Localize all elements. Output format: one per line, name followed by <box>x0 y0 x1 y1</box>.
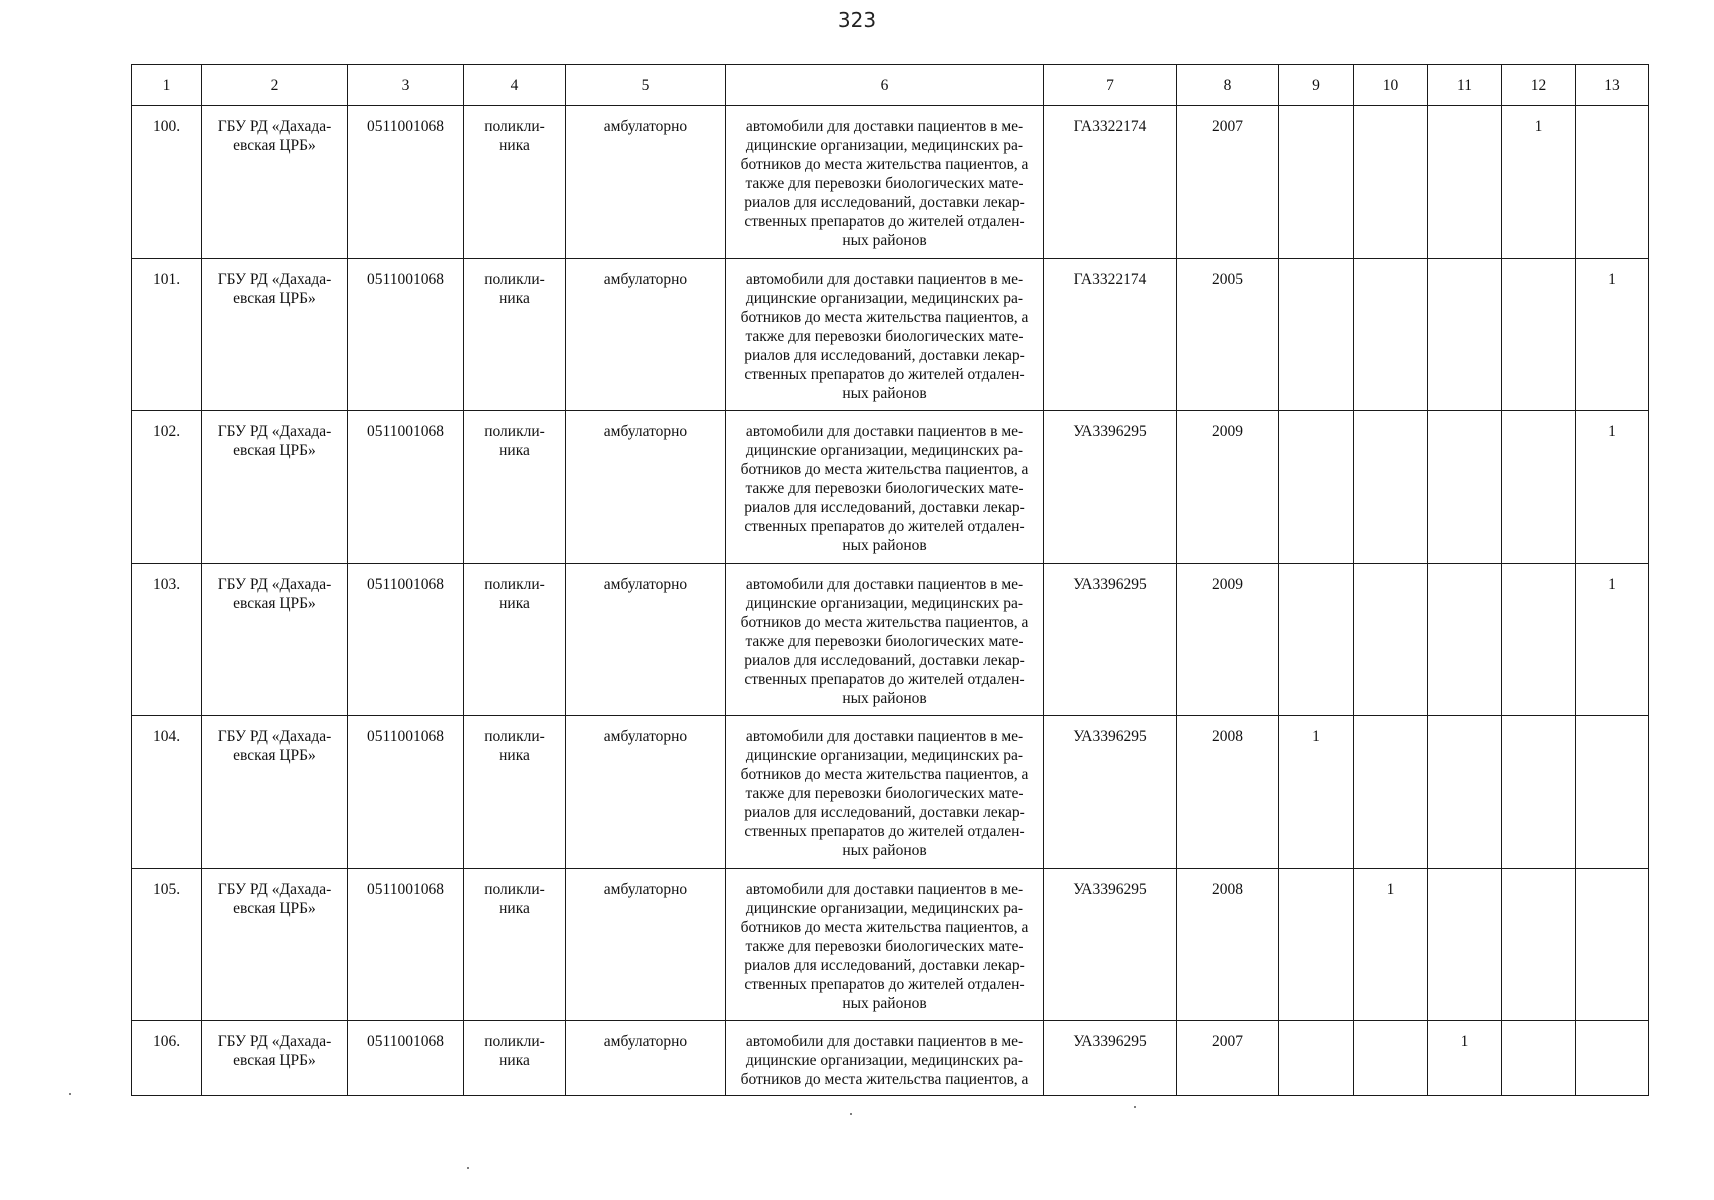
row-number: 102. <box>132 411 202 564</box>
scan-speck <box>1134 1106 1136 1108</box>
row-number: 100. <box>132 106 202 259</box>
care-mode: амбулаторно <box>566 258 726 411</box>
inn-code: 0511001068 <box>348 563 464 716</box>
col-12-count <box>1502 868 1576 1021</box>
unit-type: поликли- ника <box>464 258 566 411</box>
col-11-count <box>1428 563 1502 716</box>
vehicle-purpose: автомобили для доставки пациентов в ме- дицинские организации, медицинских ра- ботников до места жительства пациентов, а <box>726 1021 1044 1096</box>
col-10-count <box>1354 716 1428 869</box>
care-mode: амбулаторно <box>566 106 726 259</box>
year: 2005 <box>1177 258 1279 411</box>
table-row <box>132 1021 1649 1096</box>
unit-type: поликли- ника <box>464 716 566 869</box>
col-13-count <box>1576 1021 1649 1096</box>
col-9-count <box>1279 1021 1354 1096</box>
table-row <box>132 258 1649 411</box>
header-cell-10: 10 <box>1354 65 1428 106</box>
vehicle-purpose: автомобили для доставки пациентов в ме- дицинские организации, медицинских ра- ботников до места жительства пациентов, а также для перевозки биологических мате- риалов для исследований, доставки лекар- ственных препаратов до жителей отдален- ных районов <box>726 258 1044 411</box>
institution-name: ГБУ РД «Дахада- евская ЦРБ» <box>202 1021 348 1096</box>
col-10-count <box>1354 563 1428 716</box>
col-12-count <box>1502 258 1576 411</box>
header-cell-13: 13 <box>1576 65 1649 106</box>
header-cell-6: 6 <box>726 65 1044 106</box>
care-mode: амбулаторно <box>566 868 726 1021</box>
year: 2009 <box>1177 411 1279 564</box>
vehicle-model: УА3396295 <box>1044 868 1177 1021</box>
col-9-count <box>1279 106 1354 259</box>
institution-name: ГБУ РД «Дахада- евская ЦРБ» <box>202 411 348 564</box>
institution-name: ГБУ РД «Дахада- евская ЦРБ» <box>202 563 348 716</box>
scan-speck <box>850 1113 852 1115</box>
year: 2008 <box>1177 868 1279 1021</box>
inn-code: 0511001068 <box>348 716 464 869</box>
institution-name: ГБУ РД «Дахада- евская ЦРБ» <box>202 258 348 411</box>
row-number: 104. <box>132 716 202 869</box>
page-number: 323 <box>837 8 877 32</box>
inn-code: 0511001068 <box>348 1021 464 1096</box>
col-12-count <box>1502 716 1576 869</box>
header-row <box>132 65 1649 106</box>
header-cell-1: 1 <box>132 65 202 106</box>
scan-speck <box>69 1093 71 1095</box>
col-11-count <box>1428 411 1502 564</box>
col-9-count <box>1279 411 1354 564</box>
scan-speck <box>467 1167 469 1169</box>
col-9-count <box>1279 563 1354 716</box>
vehicle-model: УА3396295 <box>1044 563 1177 716</box>
col-12-count <box>1502 563 1576 716</box>
col-9-count <box>1279 258 1354 411</box>
vehicle-model: УА3396295 <box>1044 411 1177 564</box>
inn-code: 0511001068 <box>348 411 464 564</box>
care-mode: амбулаторно <box>566 716 726 869</box>
unit-type: поликли- ника <box>464 868 566 1021</box>
col-12-count: 1 <box>1502 106 1576 259</box>
vehicle-purpose: автомобили для доставки пациентов в ме- дицинские организации, медицинских ра- ботников до места жительства пациентов, а также для перевозки биологических мате- риалов для исследований, доставки лекар- ственных препаратов до жителей отдален- ных районов <box>726 868 1044 1021</box>
table-row <box>132 868 1649 1021</box>
institution-name: ГБУ РД «Дахада- евская ЦРБ» <box>202 868 348 1021</box>
care-mode: амбулаторно <box>566 411 726 564</box>
inn-code: 0511001068 <box>348 106 464 259</box>
table-row <box>132 411 1649 564</box>
vehicle-model: ГА3322174 <box>1044 258 1177 411</box>
col-13-count <box>1576 868 1649 1021</box>
header-cell-5: 5 <box>566 65 726 106</box>
col-11-count <box>1428 716 1502 869</box>
col-11-count <box>1428 258 1502 411</box>
institution-name: ГБУ РД «Дахада- евская ЦРБ» <box>202 106 348 259</box>
header-cell-9: 9 <box>1279 65 1354 106</box>
col-10-count <box>1354 258 1428 411</box>
unit-type: поликли- ника <box>464 106 566 259</box>
year: 2007 <box>1177 106 1279 259</box>
col-13-count: 1 <box>1576 258 1649 411</box>
col-11-count: 1 <box>1428 1021 1502 1096</box>
col-11-count <box>1428 106 1502 259</box>
vehicle-purpose: автомобили для доставки пациентов в ме- дицинские организации, медицинских ра- ботников до места жительства пациентов, а также для перевозки биологических мате- риалов для исследований, доставки лекар- ственных препаратов до жителей отдален- ных районов <box>726 106 1044 259</box>
col-9-count: 1 <box>1279 716 1354 869</box>
inn-code: 0511001068 <box>348 868 464 1021</box>
inn-code: 0511001068 <box>348 258 464 411</box>
unit-type: поликли- ника <box>464 411 566 564</box>
row-number: 106. <box>132 1021 202 1096</box>
header-cell-2: 2 <box>202 65 348 106</box>
vehicle-purpose: автомобили для доставки пациентов в ме- дицинские организации, медицинских ра- ботников до места жительства пациентов, а также для перевозки биологических мате- риалов для исследований, доставки лекар- ственных препаратов до жителей отдален- ных районов <box>726 563 1044 716</box>
col-10-count <box>1354 106 1428 259</box>
col-12-count <box>1502 411 1576 564</box>
vehicle-register-table <box>131 64 1649 1096</box>
col-13-count: 1 <box>1576 563 1649 716</box>
unit-type: поликли- ника <box>464 563 566 716</box>
care-mode: амбулаторно <box>566 563 726 716</box>
table-body <box>132 106 1649 1096</box>
table-row <box>132 716 1649 869</box>
year: 2009 <box>1177 563 1279 716</box>
col-9-count <box>1279 868 1354 1021</box>
vehicle-purpose: автомобили для доставки пациентов в ме- дицинские организации, медицинских ра- ботников до места жительства пациентов, а также для перевозки биологических мате- риалов для исследований, доставки лекар- ственных препаратов до жителей отдален- ных районов <box>726 716 1044 869</box>
col-10-count <box>1354 411 1428 564</box>
care-mode: амбулаторно <box>566 1021 726 1096</box>
institution-name: ГБУ РД «Дахада- евская ЦРБ» <box>202 716 348 869</box>
col-12-count <box>1502 1021 1576 1096</box>
header-cell-11: 11 <box>1428 65 1502 106</box>
col-13-count <box>1576 106 1649 259</box>
header-cell-8: 8 <box>1177 65 1279 106</box>
unit-type: поликли- ника <box>464 1021 566 1096</box>
row-number: 105. <box>132 868 202 1021</box>
header-cell-12: 12 <box>1502 65 1576 106</box>
col-10-count: 1 <box>1354 868 1428 1021</box>
year: 2008 <box>1177 716 1279 869</box>
vehicle-model: УА3396295 <box>1044 716 1177 869</box>
year: 2007 <box>1177 1021 1279 1096</box>
col-10-count <box>1354 1021 1428 1096</box>
col-11-count <box>1428 868 1502 1021</box>
vehicle-model: УА3396295 <box>1044 1021 1177 1096</box>
table-row <box>132 106 1649 259</box>
header-cell-7: 7 <box>1044 65 1177 106</box>
col-13-count <box>1576 716 1649 869</box>
vehicle-purpose: автомобили для доставки пациентов в ме- дицинские организации, медицинских ра- ботников до места жительства пациентов, а также для перевозки биологических мате- риалов для исследований, доставки лекар- ственных препаратов до жителей отдален- ных районов <box>726 411 1044 564</box>
table-row <box>132 563 1649 716</box>
header-cell-4: 4 <box>464 65 566 106</box>
row-number: 101. <box>132 258 202 411</box>
vehicle-model: ГА3322174 <box>1044 106 1177 259</box>
header-cell-3: 3 <box>348 65 464 106</box>
col-13-count: 1 <box>1576 411 1649 564</box>
row-number: 103. <box>132 563 202 716</box>
